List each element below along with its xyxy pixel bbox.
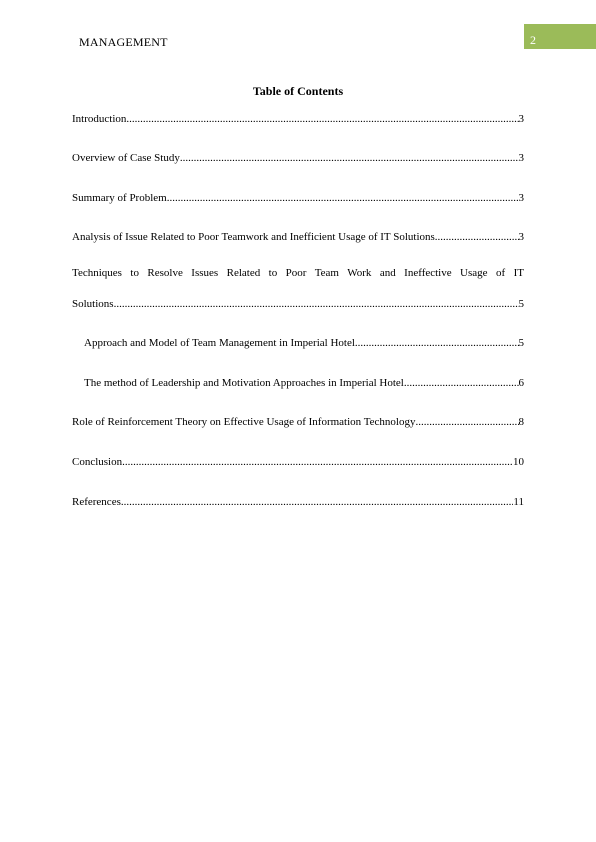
toc-entry-page: 8 — [518, 416, 524, 428]
toc-entry-text: Conclusion — [72, 456, 123, 468]
toc-entry-text: Solutions — [72, 298, 114, 310]
toc-dot-leader — [355, 336, 519, 350]
toc-dot-leader — [126, 112, 518, 126]
toc-entry-leadership[interactable] — [84, 376, 524, 390]
toc-entry-text: Summary of Problem — [72, 192, 167, 204]
toc-dot-leader — [404, 376, 519, 390]
toc-entry-page: 3 — [518, 152, 524, 164]
toc-entry-text: Overview of Case Study — [72, 152, 180, 164]
toc-title: Table of Contents — [252, 84, 344, 98]
toc-entry-page: 5 — [518, 337, 524, 349]
toc-entry-text: References — [72, 496, 121, 508]
toc-entry-summary[interactable] — [72, 191, 524, 205]
toc-entry-text: Approach and Model of Team Management in Imperial Hotel — [84, 337, 355, 349]
toc-dot-leader — [435, 230, 519, 244]
page-number: 2 — [530, 33, 536, 47]
running-head: MANAGEMENT — [79, 35, 168, 49]
toc-entry-references[interactable] — [72, 495, 524, 509]
toc-entry-techniques[interactable] — [72, 297, 524, 311]
toc-dot-leader — [416, 415, 519, 429]
toc-dot-leader — [114, 297, 519, 311]
page-number-badge — [524, 24, 596, 49]
toc-dot-leader — [121, 495, 514, 509]
toc-entry-analysis[interactable] — [72, 230, 524, 244]
toc-entry-page: 3 — [518, 192, 524, 204]
toc-entry-page: 3 — [518, 231, 524, 243]
toc-entry-text: The method of Leadership and Motivation Approaches in Imperial Hotel — [84, 377, 404, 389]
toc-entry-page: 3 — [518, 113, 524, 125]
toc-entry-page: 6 — [518, 377, 524, 389]
toc-entry-reinforcement[interactable] — [72, 415, 524, 429]
toc-entry-techniques-line1[interactable]: Techniques to Resolve Issues Related to Poor Team Work and Ineffective Usage of IT — [72, 267, 524, 279]
toc-entry-introduction[interactable] — [72, 112, 524, 126]
toc-entry-page: 11 — [513, 496, 524, 508]
toc-dot-leader — [167, 191, 519, 205]
toc-entry-text: Introduction — [72, 113, 127, 125]
toc-entry-text: Role of Reinforcement Theory on Effective Usage of Information Technology — [72, 416, 416, 428]
toc-dot-leader — [122, 455, 513, 469]
toc-entry-overview[interactable] — [72, 151, 524, 165]
toc-entry-conclusion[interactable] — [72, 455, 524, 469]
toc-dot-leader — [180, 151, 519, 165]
toc-entry-text: Analysis of Issue Related to Poor Teamwork and Inefficient Usage of IT Solutions — [72, 231, 435, 243]
toc-entry-page: 10 — [513, 456, 524, 468]
toc-entry-page: 5 — [518, 298, 524, 310]
toc-entry-approach[interactable] — [84, 336, 524, 350]
